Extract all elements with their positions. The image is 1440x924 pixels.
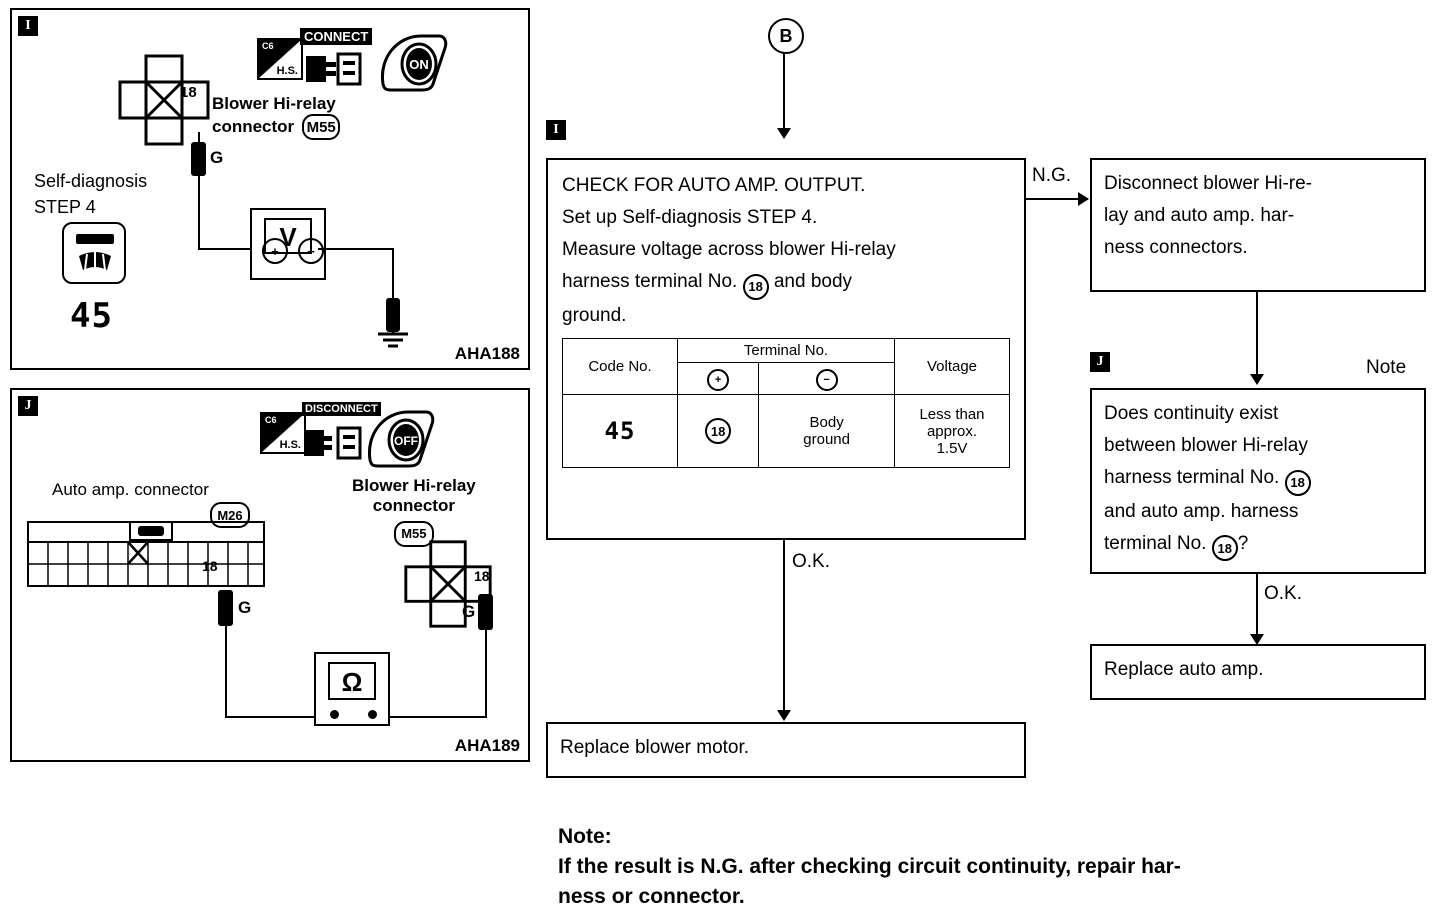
step-j-line-5: terminal No. 18 ? [1104,528,1412,562]
td-plus: 18 [678,395,759,468]
step-i-line-2: Set up Self-diagnosis STEP 4. [562,207,818,228]
ground-lead-h [318,248,394,250]
svg-text:ON: ON [409,57,429,72]
voltmeter-minus-terminal: − [298,238,324,264]
hs-icon-2-bottom-label: H.S. [279,439,301,451]
auto-amp-connector-id: M26 [210,502,250,528]
ground-lead-v [392,248,394,304]
panel-i-illustration [10,8,530,370]
wire-right-down [485,628,487,718]
voltmeter-symbol: V [279,222,297,252]
step-i-line-1: CHECK FOR AUTO AMP. OUTPUT. [562,175,866,196]
footer-note-title: Note: [558,825,612,848]
ignition-on-icon [377,32,449,94]
ng-label: N.G. [1032,165,1072,186]
th-voltage: Voltage [895,338,1010,395]
td-voltage: Less than approx. 1.5V [895,395,1010,468]
disconnect-to-j-line [1256,292,1258,380]
wire-down [198,174,200,250]
hs-icon-bottom-label: H.S. [276,65,298,77]
step-j-terminal-circle-2: 18 [1212,535,1238,561]
step-j-tag: J [1090,352,1110,372]
blower-hi-relay-connector-label-2: Blower Hi-relay connector M55 [352,476,476,547]
ok-main-arrow [777,710,791,721]
replace-auto-amp-box [1090,644,1426,700]
disconnect-line-1: Disconnect blower Hi-re- [1104,173,1313,194]
entry-arrow-line [783,52,785,134]
hs-icon [257,38,303,80]
replace-auto-amp-text: Replace auto amp. [1104,659,1264,680]
wire-label-g-right: G [462,602,476,621]
connect-label: CONNECT [300,28,372,45]
step-j-box [1090,388,1426,574]
ohmmeter-display [328,662,376,700]
hs-icon-2-top-label: C6 [265,415,277,425]
display-unit [62,222,126,284]
footer-note-line-2: ness or connector. [558,885,745,908]
table-header-row [563,338,1010,362]
wire-connector-block [191,142,206,176]
step-i-tag: I [546,120,566,140]
terminal-no-18-label: 18 [180,84,197,101]
entry-marker-b: B [768,18,804,54]
step-j-line-1: Does continuity exist [1104,403,1279,424]
step-i-box [546,158,1026,540]
replace-blower-motor-text: Replace blower motor. [560,737,750,758]
auto-amp-terminal-18: 18 [202,558,218,574]
auto-amp-connector-label: Auto amp. connector [52,480,209,499]
disconnect-line-2: lay and auto amp. har- [1104,205,1295,226]
figure-code-aha189: AHA189 [454,736,520,755]
th-code-no: Code No. [563,338,678,395]
connector-id-m55: M55 [302,114,340,140]
ohmmeter-terminal-right [368,710,377,719]
disconnect-label: DISCONNECT [302,402,381,416]
panel-j-tag: J [18,396,38,416]
ok-main-line [783,540,785,716]
ground-probe [386,298,400,332]
wire-block-left [218,590,233,626]
step-j-line-2: between blower Hi-relay [1104,435,1308,456]
table-row [563,395,1010,468]
defogger-icon [77,250,113,276]
connector-icon [304,48,364,90]
panel-i-tag: I [18,16,38,36]
wire-block-right [478,594,493,630]
ohmmeter-terminal-left [330,710,339,719]
wire-right-h [378,716,486,718]
display-code: 45 [70,296,113,336]
hs-icon-2 [260,412,306,454]
ohmmeter-symbol: Ω [341,667,363,697]
wire-left-down [225,624,227,718]
wire-label-g-left: G [238,598,252,617]
wire-label-g: G [210,148,224,167]
footer-note-line-1: If the result is N.G. after checking circuit continuity, repair har- [558,855,1181,878]
th-minus: − [759,362,895,395]
terminal-no-circle-18: 18 [743,274,769,300]
step-i-line-4: harness terminal No. 18 and body [562,266,1010,300]
blower-terminal-18: 18 [474,568,490,584]
step-i-line-5: ground. [562,304,627,326]
ok-label-main: O.K. [792,551,831,572]
ng-branch-arrow [1078,192,1089,206]
svg-text:OFF: OFF [394,434,418,448]
blower-hi-relay-connector-label: Blower Hi-relay connector M55 [212,94,340,140]
voltmeter-plus-terminal: + [262,238,288,264]
replace-blower-motor-box [546,722,1026,778]
disconnect-to-j-arrow [1250,374,1264,385]
disconnect-box [1090,158,1426,292]
step-j-terminal-circle-1: 18 [1285,470,1311,496]
th-terminal-no: Terminal No. [678,338,895,362]
ground-symbol [374,328,412,350]
ohmmeter [314,652,390,726]
note-label-right: Note [1366,357,1407,378]
ignition-off-icon [364,408,436,470]
connector-icon-2 [302,422,364,466]
auto-amp-connector-shape [26,520,266,592]
td-minus: Body ground [759,395,895,468]
disconnect-line-3: ness connectors. [1104,237,1248,258]
self-diagnosis-label: Self-diagnosis STEP 4 [34,171,148,217]
step-j-line-4: and auto amp. harness [1104,500,1299,522]
voltage-table [562,338,1010,469]
step-i-line-3: Measure voltage across blower Hi-relay [562,239,896,260]
ok-right-line [1256,574,1258,640]
display-bar [76,234,114,244]
footer-note [558,822,1418,912]
ok-label-right: O.K. [1264,583,1303,604]
figure-code-aha188: AHA188 [454,344,520,363]
th-plus: + [678,362,759,395]
td-code: 45 [563,395,678,468]
entry-arrow-head [777,128,791,139]
panel-j-illustration [10,388,530,762]
step-j-line-3: harness terminal No. 18 [1104,462,1412,496]
wire-left-h [225,716,325,718]
blower-connector-id-m55: M55 [394,521,434,547]
hs-icon-top-label: C6 [262,41,274,51]
